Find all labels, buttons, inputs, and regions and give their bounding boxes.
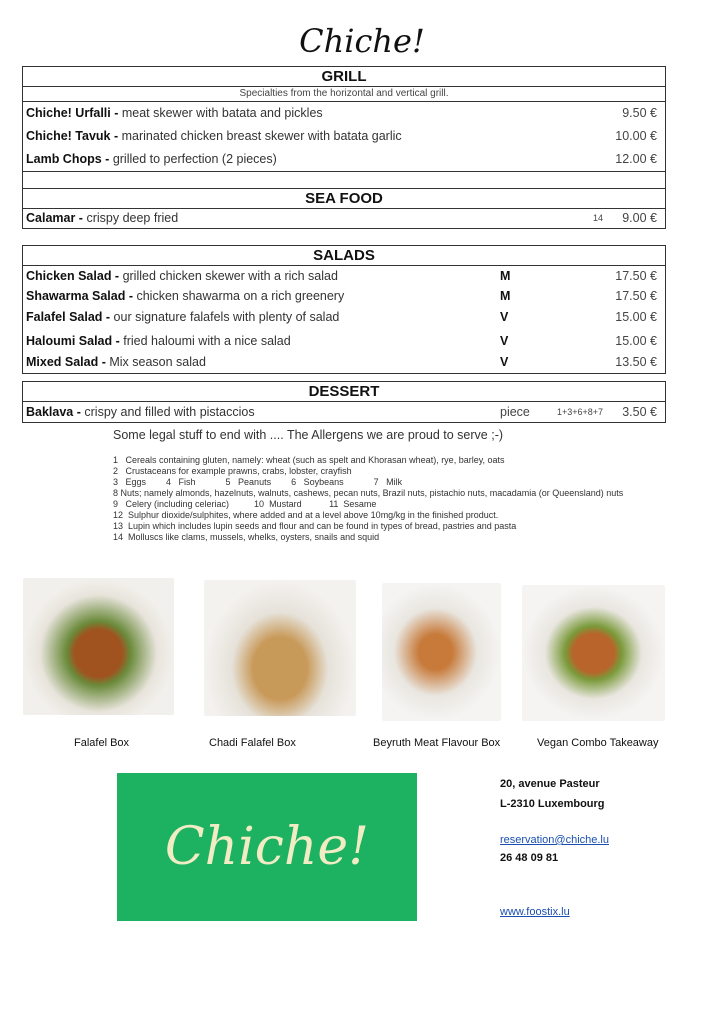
item-price: 3.50 € [622, 405, 657, 419]
item-price: 9.50 € [622, 106, 657, 120]
allergen-line: 9 Celery (including celeriac) 10 Mustard 11 Sesame [113, 499, 377, 509]
item-name: Lamb Chops - [26, 152, 110, 166]
menu-item [23, 209, 665, 228]
diet-tag: V [500, 310, 509, 324]
item-name: Chiche! Tavuk - [26, 129, 119, 143]
allergen-line: 2 Crustaceans for example prawns, crabs, lobster, crayfish [113, 466, 352, 476]
item-unit: piece [500, 405, 530, 419]
menu-item [23, 102, 665, 125]
allergen-line: 1 Cereals containing gluten, namely: wheat (such as spelt and Khorasan wheat), rye, barley, oats [113, 455, 505, 465]
menu-item [23, 125, 665, 148]
diet-tag: V [500, 355, 509, 369]
falafel-box-photo [23, 578, 174, 715]
item-name: Chiche! Urfalli - [26, 106, 119, 120]
item-name: Shawarma Salad - [26, 289, 133, 303]
item-price: 12.00 € [615, 152, 657, 166]
menu-item [23, 351, 665, 373]
item-desc: our signature falafels with plenty of salad [110, 310, 340, 324]
photo-caption: Chadi Falafel Box [209, 737, 296, 749]
allergen-list [113, 455, 673, 543]
item-desc: Mix season salad [105, 355, 206, 369]
photo-caption: Falafel Box [74, 737, 130, 749]
section-title: DESSERT [23, 382, 665, 402]
allergen-line: 3 Eggs 4 Fish 5 Peanuts 6 Soybeans 7 Milk [113, 477, 403, 487]
item-desc: marinated chicken breast skewer with batata garlic [118, 129, 402, 143]
item-desc: fried haloumi with a nice salad [119, 334, 291, 348]
item-price: 13.50 € [615, 355, 657, 369]
chadi-falafel-box-photo [204, 580, 356, 716]
chiche-logo: Chiche! [299, 22, 425, 60]
item-name: Chicken Salad - [26, 269, 120, 283]
salads-section [22, 245, 666, 374]
allergen-codes: 1+3+6+8+7 [556, 407, 603, 417]
item-price: 10.00 € [615, 129, 657, 143]
beyruth-meat-box-photo [382, 583, 501, 721]
vegan-combo-photo [522, 585, 665, 721]
item-desc: chicken shawarma on a rich greenery [133, 289, 345, 303]
phone-number: 26 48 09 81 [500, 852, 559, 864]
item-name: Calamar - [26, 211, 83, 225]
item-price: 17.50 € [615, 289, 657, 303]
item-desc: crispy and filled with pistaccios [80, 405, 255, 419]
allergen-line: 8 Nuts; namely almonds, hazelnuts, walnuts, cashews, pecan nuts, Brazil nuts, pistachio nuts, macadamia (or Queensland) nuts [113, 488, 624, 498]
item-desc: crispy deep fried [82, 211, 179, 225]
brand-banner [117, 773, 417, 921]
item-price: 15.00 € [615, 334, 657, 348]
section-title: GRILL [23, 67, 665, 87]
item-price: 9.00 € [622, 211, 657, 225]
item-name: Mixed Salad - [26, 355, 106, 369]
menu-item [23, 402, 665, 422]
diet-tag: M [500, 289, 511, 303]
diet-tag: V [500, 334, 509, 348]
address-city: L-2310 Luxembourg [500, 798, 605, 810]
photo-caption: Vegan Combo Takeaway [537, 737, 659, 749]
email-link[interactable]: reservation@chiche.lu [500, 834, 609, 846]
section-subtitle: Specialties from the horizontal and vertical grill. [23, 87, 665, 102]
menu-item [23, 266, 665, 286]
item-price: 17.50 € [615, 269, 657, 283]
menu-item [23, 329, 665, 351]
item-desc: meat skewer with batata and pickles [118, 106, 323, 120]
photo-caption: Beyruth Meat Flavour Box [373, 737, 501, 749]
item-name: Baklava - [26, 405, 81, 419]
item-price: 15.00 € [615, 310, 657, 324]
allergen-line: 13 Lupin which includes lupin seeds and flour and can be found in types of bread, pastries and pasta [113, 521, 517, 531]
allergen-line: 12 Sulphur dioxide/sulphites, where added and at a level above 10mg/kg in the finished product. [113, 510, 499, 520]
grill-section [22, 66, 666, 229]
website-link[interactable]: www.foostix.lu [500, 906, 570, 918]
allergen-line: 14 Molluscs like clams, mussels, whelks, oysters, snails and squid [113, 532, 380, 542]
item-desc: grilled to perfection (2 pieces) [109, 152, 277, 166]
section-title: SALADS [23, 246, 665, 266]
menu-item [23, 307, 665, 329]
section-title: SEA FOOD [23, 188, 665, 209]
menu-item [23, 286, 665, 307]
banner-logo: Chiche! [164, 817, 370, 877]
item-name: Falafel Salad - [26, 310, 111, 324]
item-desc: grilled chicken skewer with a rich salad [119, 269, 338, 283]
allergen-codes: 14 [592, 213, 603, 223]
legal-heading: Some legal stuff to end with .... The Allergens we are proud to serve ;-) [113, 428, 504, 442]
address-street: 20, avenue Pasteur [500, 778, 600, 790]
divider [23, 171, 665, 188]
menu-item [23, 148, 665, 171]
diet-tag: M [500, 269, 511, 283]
item-name: Haloumi Salad - [26, 334, 120, 348]
dessert-section [22, 381, 666, 423]
